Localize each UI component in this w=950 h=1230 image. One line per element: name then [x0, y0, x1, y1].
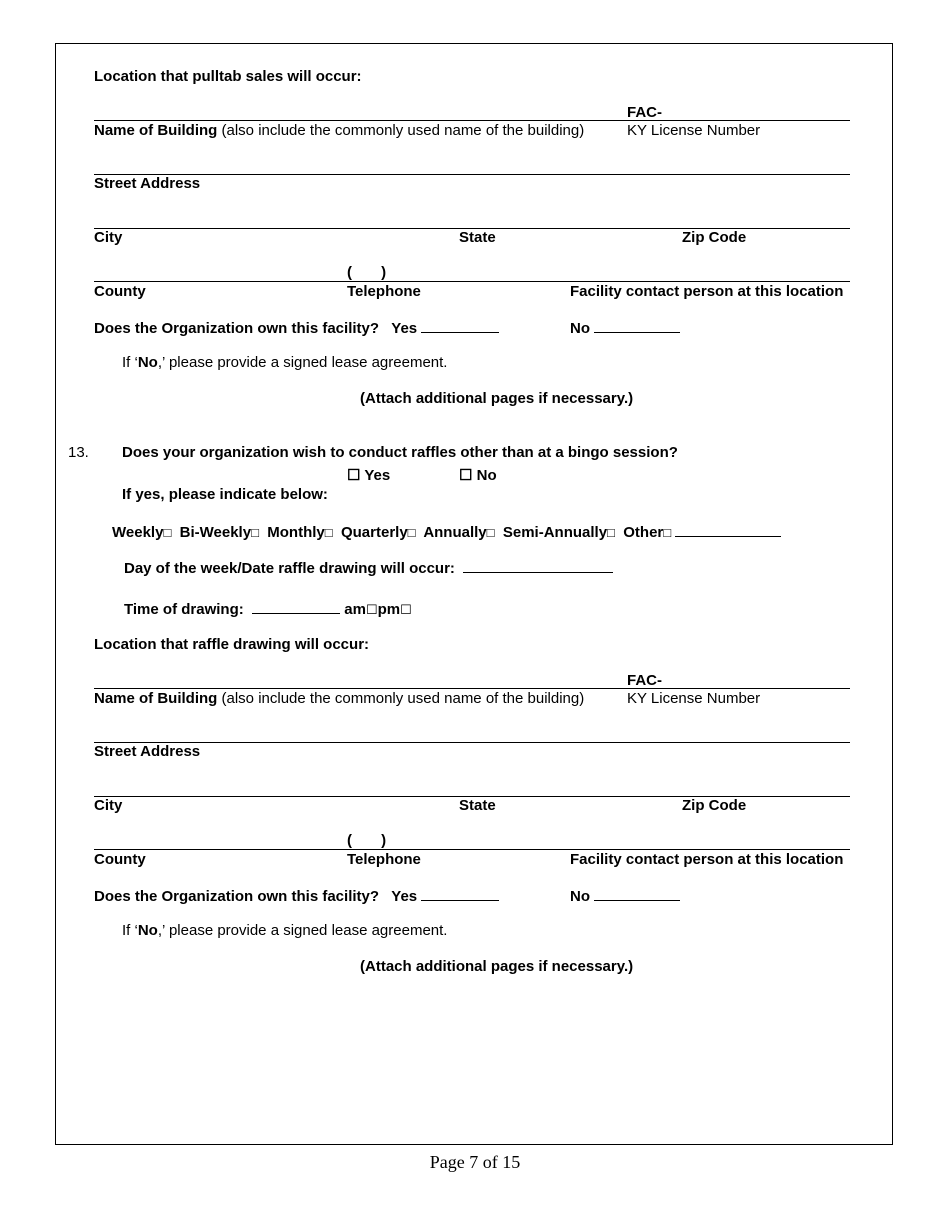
freq-quarterly-checkbox[interactable]: □ — [407, 525, 416, 540]
raffle-own-question — [94, 886, 499, 906]
q13-question: Does your organization wish to conduct raffles other than at a bingo session? — [122, 444, 678, 461]
raffle-lease-note — [122, 922, 447, 940]
raffle-county-line[interactable] — [94, 849, 850, 850]
raffle-lease-no: No — [137, 922, 158, 939]
q13-pm-label: pm — [377, 601, 401, 618]
freq-monthly-checkbox[interactable]: □ — [324, 525, 333, 540]
raffle-county-label: County — [94, 851, 146, 868]
raffle-lease-suffix: ,’ please provide a signed lease agreement. — [157, 922, 448, 939]
q13-am-checkbox[interactable]: ☐ — [365, 602, 378, 617]
freq-other: Other — [623, 524, 664, 541]
freq-quarterly: Quarterly — [340, 524, 408, 541]
raffle-building-line[interactable] — [94, 688, 850, 689]
q13-pm-checkbox[interactable]: ☐ — [400, 602, 412, 617]
freq-monthly: Monthly — [267, 524, 325, 541]
pulltab-no-blank[interactable] — [594, 318, 680, 333]
freq-annually-checkbox[interactable]: □ — [486, 525, 495, 540]
freq-biweekly: Bi-Weekly — [179, 524, 252, 541]
pulltab-phone-paren: ( ) — [347, 264, 387, 281]
raffle-license-label: KY License Number — [627, 690, 761, 707]
raffle-telephone-label: Telephone — [347, 851, 421, 868]
pulltab-lease-no: No — [137, 354, 158, 371]
q13-yes-option[interactable]: ☐ Yes — [347, 467, 391, 484]
raffle-own-question-text: Does the Organization own this facility? — [94, 888, 380, 905]
raffle-phone-paren: ( ) — [347, 832, 387, 849]
q13-time-blank[interactable] — [252, 599, 340, 614]
pulltab-attach-note: (Attach additional pages if necessary.) — [360, 390, 634, 407]
freq-other-checkbox[interactable]: □ — [663, 525, 672, 540]
raffle-street-label: Street Address — [94, 743, 201, 760]
raffle-lease-prefix: If ‘ — [122, 922, 138, 939]
freq-semiannually-checkbox[interactable]: □ — [607, 525, 615, 540]
pulltab-contact-label: Facility contact person at this location — [570, 283, 844, 300]
pulltab-yes-blank[interactable] — [421, 318, 499, 333]
raffle-building-label — [94, 690, 584, 708]
freq-weekly: Weekly — [112, 524, 164, 541]
raffle-yes-label: Yes — [391, 888, 418, 905]
raffle-fac-prefix: FAC- — [627, 672, 662, 689]
pulltab-own-question — [94, 318, 499, 338]
q13-day-label: Day of the week/Date raffle drawing will occur: — [124, 560, 455, 577]
raffle-building-note: (also include the commonly used name of the building) — [221, 690, 585, 707]
q13-day-row — [124, 558, 613, 578]
pulltab-lease-suffix: ,’ please provide a signed lease agreement. — [157, 354, 448, 371]
pulltab-building-line[interactable] — [94, 120, 850, 121]
pulltab-telephone-label: Telephone — [347, 283, 421, 300]
pulltab-building-note: (also include the commonly used name of the building) — [221, 122, 585, 139]
pulltab-no-label: No — [570, 320, 590, 337]
pulltab-yes-label: Yes — [391, 320, 418, 337]
raffle-street-line[interactable] — [94, 742, 850, 743]
q13-time-label: Time of drawing: — [124, 601, 244, 618]
pulltab-building-label-bold: Name of Building — [94, 122, 218, 139]
page-number: Page 7 of 15 — [429, 1152, 521, 1172]
freq-weekly-checkbox[interactable]: □ — [163, 525, 172, 540]
raffle-zip-label: Zip Code — [682, 797, 747, 814]
raffle-no-group — [570, 886, 680, 906]
pulltab-building-label — [94, 122, 584, 140]
raffle-attach-note: (Attach additional pages if necessary.) — [360, 958, 634, 975]
pulltab-city-label: City — [94, 229, 123, 246]
raffle-building-label-bold: Name of Building — [94, 690, 218, 707]
freq-annually: Annually — [423, 524, 487, 541]
q13-frequency-row — [112, 522, 781, 542]
pulltab-county-line[interactable] — [94, 281, 850, 282]
pulltab-location-heading: Location that pulltab sales will occur: — [94, 68, 362, 85]
raffle-contact-label: Facility contact person at this location — [570, 851, 844, 868]
q13-am-label: am — [344, 601, 366, 618]
raffle-city-label: City — [94, 797, 123, 814]
pulltab-lease-note — [122, 354, 447, 372]
pulltab-no-group — [570, 318, 680, 338]
q13-if-yes: If yes, please indicate below: — [122, 486, 328, 503]
raffle-no-blank[interactable] — [594, 886, 680, 901]
raffle-location-heading: Location that raffle drawing will occur: — [94, 636, 370, 653]
raffle-state-label: State — [459, 797, 496, 814]
pulltab-street-line[interactable] — [94, 174, 850, 175]
pulltab-zip-label: Zip Code — [682, 229, 747, 246]
freq-semiannually: Semi-Annually — [502, 524, 608, 541]
raffle-no-label: No — [570, 888, 590, 905]
freq-biweekly-checkbox[interactable]: □ — [251, 525, 259, 540]
pulltab-fac-prefix: FAC- — [627, 104, 662, 121]
q13-number: 13. — [68, 444, 89, 461]
q13-no-option[interactable]: ☐ No — [459, 467, 497, 484]
pulltab-lease-prefix: If ‘ — [122, 354, 138, 371]
pulltab-license-label: KY License Number — [627, 122, 761, 139]
pulltab-own-question-text: Does the Organization own this facility? — [94, 320, 380, 337]
raffle-yes-blank[interactable] — [421, 886, 499, 901]
pulltab-county-label: County — [94, 283, 146, 300]
form-border — [55, 43, 893, 1145]
pulltab-state-label: State — [459, 229, 496, 246]
q13-time-row — [124, 599, 412, 619]
freq-other-blank[interactable] — [675, 522, 781, 537]
q13-day-blank[interactable] — [463, 558, 613, 573]
pulltab-street-label: Street Address — [94, 175, 201, 192]
